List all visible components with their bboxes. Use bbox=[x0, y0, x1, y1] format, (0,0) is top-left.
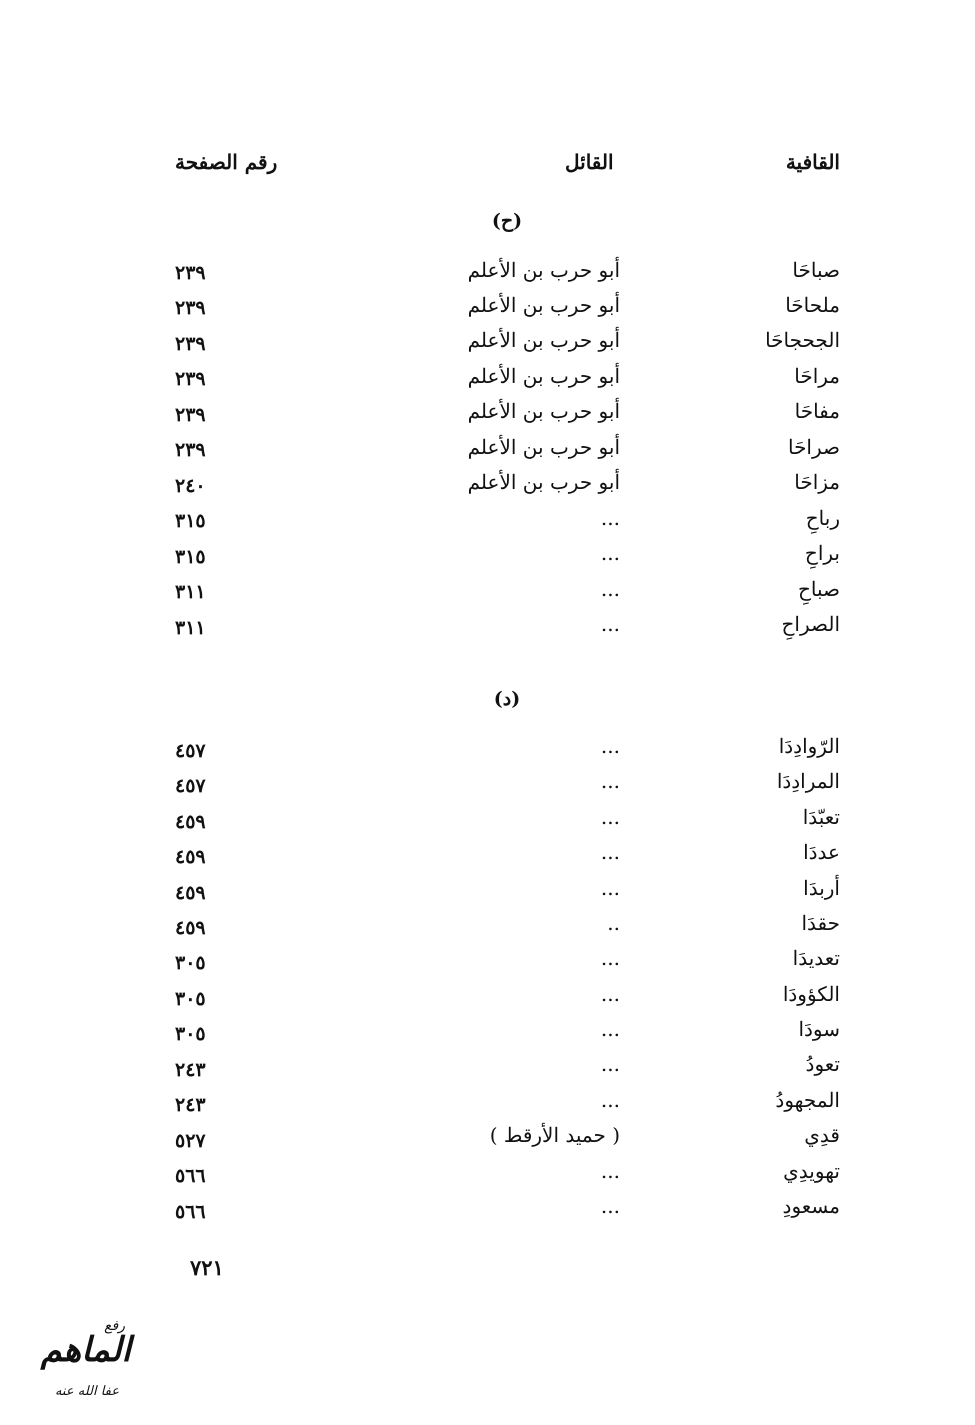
page-number-cell: ٢٤٣ bbox=[175, 1059, 206, 1081]
qail-cell: ... bbox=[600, 577, 620, 601]
page-number-cell: ٣٠٥ bbox=[175, 1023, 206, 1045]
qail-cell: أبو حرب بن الأعلم bbox=[467, 470, 620, 494]
qafiya-cell: مراحَا bbox=[794, 364, 840, 388]
qafiya-cell: سودَا bbox=[798, 1017, 840, 1041]
page-number-cell: ٤٥٧ bbox=[175, 775, 206, 797]
header-qail: القائل bbox=[565, 150, 614, 174]
page-number-cell: ٢٣٩ bbox=[175, 297, 206, 319]
section-heading-ha: (ح) bbox=[491, 210, 523, 232]
qafiya-cell: ملحاحَا bbox=[785, 293, 840, 317]
page-number-cell: ٤٥٩ bbox=[175, 811, 206, 833]
page-number-cell: ٢٤٠ bbox=[175, 475, 206, 497]
qail-cell: أبو حرب بن الأعلم bbox=[467, 293, 620, 317]
page-number-cell: ٢٤٣ bbox=[175, 1094, 206, 1116]
page-number-cell: ٤٥٩ bbox=[175, 882, 206, 904]
qail-cell: ... bbox=[600, 734, 620, 758]
qail-cell: أبو حرب بن الأعلم bbox=[467, 258, 620, 282]
page-number-cell: ٣١٥ bbox=[175, 546, 206, 568]
qafiya-cell: مفاحَا bbox=[794, 399, 840, 423]
qail-cell: أبو حرب بن الأعلم bbox=[467, 364, 620, 388]
qafiya-cell: تعديدَا bbox=[792, 946, 840, 970]
qafiya-cell: الكؤودَا bbox=[782, 982, 840, 1006]
header-qafiya: القافية bbox=[785, 150, 840, 174]
qail-cell: ... bbox=[600, 840, 620, 864]
qail-cell: ... bbox=[600, 1052, 620, 1076]
qail-cell: ... bbox=[600, 1159, 620, 1183]
qail-cell: أبو حرب بن الأعلم bbox=[467, 435, 620, 459]
qafiya-cell: مسعودِ bbox=[782, 1194, 840, 1218]
qail-cell: ... bbox=[600, 946, 620, 970]
section-heading-dal: (د) bbox=[493, 688, 521, 710]
qafiya-cell: حقدَا bbox=[801, 911, 840, 935]
qail-cell: .. bbox=[607, 911, 620, 935]
page-number-cell: ٢٣٩ bbox=[175, 368, 206, 390]
qail-cell: ... bbox=[600, 1088, 620, 1112]
qail-cell: ... bbox=[600, 982, 620, 1006]
page-number-cell: ٢٣٩ bbox=[175, 333, 206, 355]
page-number-cell: ٣١٥ bbox=[175, 510, 206, 532]
qafiya-cell: تعودُ bbox=[805, 1052, 840, 1076]
qafiya-cell: مزاحَا bbox=[794, 470, 840, 494]
qafiya-cell: الجحجاحَا bbox=[765, 328, 840, 352]
qafiya-cell: الرّوادِدَا bbox=[778, 734, 840, 758]
qafiya-cell: براحِ bbox=[804, 541, 840, 565]
qafiya-cell: رباحِ bbox=[805, 506, 840, 530]
uploader-stamp bbox=[12, 1318, 137, 1410]
qafiya-cell: الصراحِ bbox=[781, 612, 840, 636]
stamp-line-1: رفع bbox=[104, 1318, 125, 1334]
page-number-cell: ٥٢٧ bbox=[175, 1130, 206, 1152]
qafiya-cell: المرادِدَا bbox=[776, 769, 840, 793]
page-number-cell: ٣١١ bbox=[175, 617, 206, 639]
qail-cell: ( حميد الأرقط ) bbox=[489, 1123, 620, 1147]
qail-cell: أبو حرب بن الأعلم bbox=[467, 399, 620, 423]
qafiya-cell: تعبّدَا bbox=[802, 805, 840, 829]
qail-cell: ... bbox=[600, 612, 620, 636]
page-number-cell: ٤٥٩ bbox=[175, 917, 206, 939]
page-number-cell: ٣١١ bbox=[175, 581, 206, 603]
stamp-line-3: عفا الله عنه bbox=[54, 1384, 119, 1399]
qail-cell: أبو حرب بن الأعلم bbox=[467, 328, 620, 352]
qail-cell: ... bbox=[600, 769, 620, 793]
qail-cell: ... bbox=[600, 1194, 620, 1218]
qail-cell: ... bbox=[600, 805, 620, 829]
stamp-line-2: الماهم bbox=[40, 1330, 131, 1370]
qail-cell: ... bbox=[600, 506, 620, 530]
qafiya-cell: قدِي bbox=[804, 1123, 840, 1147]
page-number-cell: ٥٦٦ bbox=[175, 1165, 206, 1187]
qafiya-cell: تهويدِي bbox=[783, 1159, 840, 1183]
qail-cell: ... bbox=[600, 1017, 620, 1041]
qafiya-cell: المجهودُ bbox=[775, 1088, 840, 1112]
page-number-cell: ٤٥٧ bbox=[175, 740, 206, 762]
qafiya-cell: صراحَا bbox=[787, 435, 840, 459]
qail-cell: ... bbox=[600, 541, 620, 565]
qail-cell: ... bbox=[600, 876, 620, 900]
header-page-number: رقم الصفحة bbox=[175, 150, 278, 174]
page-number-cell: ٢٣٩ bbox=[175, 404, 206, 426]
page-number-cell: ٢٣٩ bbox=[175, 439, 206, 461]
page-number-footer: ٧٢١ bbox=[190, 1255, 224, 1280]
qafiya-cell: صباحَا bbox=[792, 258, 840, 282]
page-number-cell: ٥٦٦ bbox=[175, 1201, 206, 1223]
qafiya-cell: أربدَا bbox=[803, 876, 840, 900]
page-number-cell: ٤٥٩ bbox=[175, 846, 206, 868]
qafiya-cell: عددَا bbox=[803, 840, 840, 864]
page-number-cell: ٣٠٥ bbox=[175, 988, 206, 1010]
qafiya-cell: صباحِ bbox=[797, 577, 840, 601]
page-number-cell: ٣٠٥ bbox=[175, 952, 206, 974]
page-number-cell: ٢٣٩ bbox=[175, 262, 206, 284]
